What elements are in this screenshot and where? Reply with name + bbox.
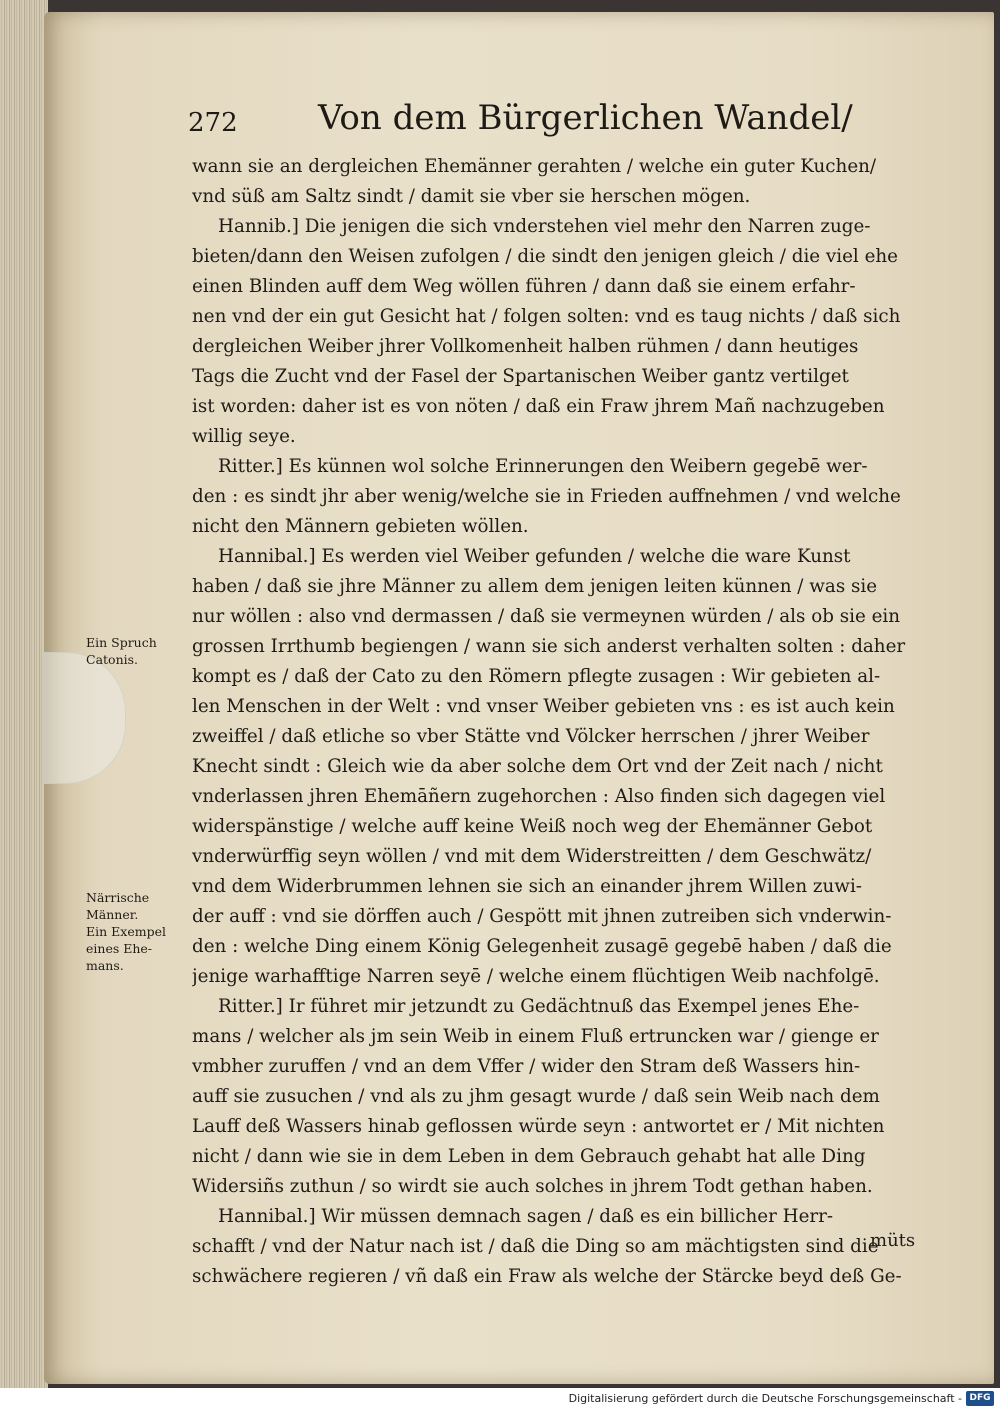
catchword: müts bbox=[870, 1230, 916, 1251]
margin-note-line: Catonis. bbox=[86, 652, 139, 667]
book-page-edges bbox=[0, 0, 48, 1388]
text-line: Lauff deß Wassers hinab geflossen würde seyn : antwortet er / Mit nichten bbox=[192, 1116, 885, 1137]
footer-bar bbox=[0, 1388, 1000, 1411]
text-line: nicht den Männern gebieten wöllen. bbox=[192, 516, 529, 537]
text-line: Widersiñs zuthun / so wirdt sie auch solches in jhrem Todt gethan haben. bbox=[192, 1176, 873, 1197]
text-line: widerspänstige / welche auff keine Weiß noch weg der Ehemänner Gebot bbox=[192, 816, 873, 837]
text-line: Hannib.] Die jenigen die sich vnderstehen viel mehr den Narren zuge- bbox=[218, 216, 871, 237]
page-number: 272 bbox=[188, 108, 238, 138]
dfg-credit-text: Digitalisierung gefördert durch die Deutsche Forschungsgemeinschaft - bbox=[568, 1392, 962, 1405]
text-line: Ritter.] Ir führet mir jetzundt zu Gedächtnuß das Exempel jenes Ehe- bbox=[218, 996, 860, 1017]
text-line: den : welche Ding einem König Gelegenheit zusagē gegebē haben / daß die bbox=[192, 936, 892, 957]
text-line: grossen Irrthumb begiengen / wann sie sich anderst verhalten solten : daher bbox=[192, 636, 906, 657]
text-line: der auff : vnd sie dörffen auch / Gespött mit jhnen zutreiben sich vnderwin- bbox=[192, 906, 892, 927]
text-line: Knecht sindt : Gleich wie da aber solche dem Ort vnd der Zeit nach / nicht bbox=[192, 756, 883, 777]
margin-note-line: Närrische bbox=[86, 890, 150, 905]
text-line: nur wöllen : also vnd dermassen / daß sie vermeynen würden / als ob sie ein bbox=[192, 606, 901, 627]
page-header bbox=[188, 96, 928, 146]
text-line: wann sie an dergleichen Ehemänner gerahten / welche ein guter Kuchen/ bbox=[192, 156, 877, 177]
margin-note-line: Männer. bbox=[86, 907, 139, 922]
text-line: Tags die Zucht vnd der Fasel der Spartanischen Weiber gantz vertilget bbox=[192, 366, 849, 387]
page-clip bbox=[44, 652, 126, 784]
text-line: len Menschen in der Welt : vnd vnser Weiber gebieten vns : es ist auch kein bbox=[192, 696, 895, 717]
margin-note-cato bbox=[86, 634, 157, 668]
text-line: vnd dem Widerbrummen lehnen sie sich an einander jhrem Willen zuwi- bbox=[192, 876, 862, 897]
text-line: ist worden: daher ist es von nöten / daß ein Fraw jhrem Mañ nachzugeben bbox=[192, 396, 885, 417]
margin-note-line: mans. bbox=[86, 958, 124, 973]
text-line: haben / daß sie jhre Männer zu allem dem jenigen leiten künnen / was sie bbox=[192, 576, 878, 597]
text-line: schwächere regieren / vñ daß ein Fraw als welche der Stärcke beyd deß Ge- bbox=[192, 1266, 902, 1287]
dfg-logo-icon: DFG bbox=[966, 1391, 994, 1406]
body-text bbox=[192, 152, 937, 1292]
margin-note-line: eines Ehe- bbox=[86, 941, 153, 956]
text-line: mans / welcher als jm sein Weib in einem Fluß ertruncken war / gienge er bbox=[192, 1026, 879, 1047]
margin-note-line: Ein Exempel bbox=[86, 924, 166, 939]
text-line: einen Blinden auff dem Weg wöllen führen / dann daß sie einem erfahr- bbox=[192, 276, 856, 297]
text-line: auff sie zusuchen / vnd als zu jhm gesagt wurde / daß sein Weib nach dem bbox=[192, 1086, 880, 1107]
text-line: vmbher zuruffen / vnd an dem Vffer / wider den Stram deß Wassers hin- bbox=[192, 1056, 861, 1077]
text-line: nen vnd der ein gut Gesicht hat / folgen solten: vnd es taug nichts / daß sich bbox=[192, 306, 901, 327]
text-line: nicht / dann wie sie in dem Leben in dem Gebrauch gehabt hat alle Ding bbox=[192, 1146, 866, 1167]
text-line: jenige warhafftige Narren seyē / welche einem flüchtigen Weib nachfolgē. bbox=[192, 966, 880, 987]
text-line: Ritter.] Es künnen wol solche Erinnerungen den Weibern gegebē wer- bbox=[218, 456, 868, 477]
text-line: vnd süß am Saltz sindt / damit sie vber sie herschen mögen. bbox=[192, 186, 751, 207]
text-line: bieten/dann den Weisen zufolgen / die sindt den jenigen gleich / die viel ehe bbox=[192, 246, 898, 267]
text-line: dergleichen Weiber jhrer Vollkomenheit halben rühmen / dann heutiges bbox=[192, 336, 859, 357]
text-line: den : es sindt jhr aber wenig/welche sie in Frieden auffnehmen / vnd welche bbox=[192, 486, 901, 507]
text-line: vnderwürffig seyn wöllen / vnd mit dem Widerstreitten / dem Geschwätz/ bbox=[192, 846, 872, 867]
margin-note-exempel bbox=[86, 889, 166, 974]
text-line: willig seye. bbox=[192, 426, 296, 447]
text-line: zweiffel / daß etliche so vber Stätte vnd Völcker herrschen / jhrer Weiber bbox=[192, 726, 870, 747]
text-line: vnderlassen jhren Ehemāñern zugehorchen : Also finden sich dagegen viel bbox=[192, 786, 886, 807]
text-line: Hannibal.] Wir müssen demnach sagen / daß es ein billicher Herr- bbox=[218, 1206, 834, 1227]
running-title: Von dem Bürgerlichen Wandel/ bbox=[318, 98, 853, 138]
margin-note-line: Ein Spruch bbox=[86, 635, 157, 650]
text-line: kompt es / daß der Cato zu den Römern pflegte zusagen : Wir gebieten al- bbox=[192, 666, 881, 687]
text-line: Hannibal.] Es werden viel Weiber gefunden / welche die ware Kunst bbox=[218, 546, 851, 567]
text-line: schafft / vnd der Natur nach ist / daß die Ding so am mächtigsten sind die bbox=[192, 1236, 879, 1257]
